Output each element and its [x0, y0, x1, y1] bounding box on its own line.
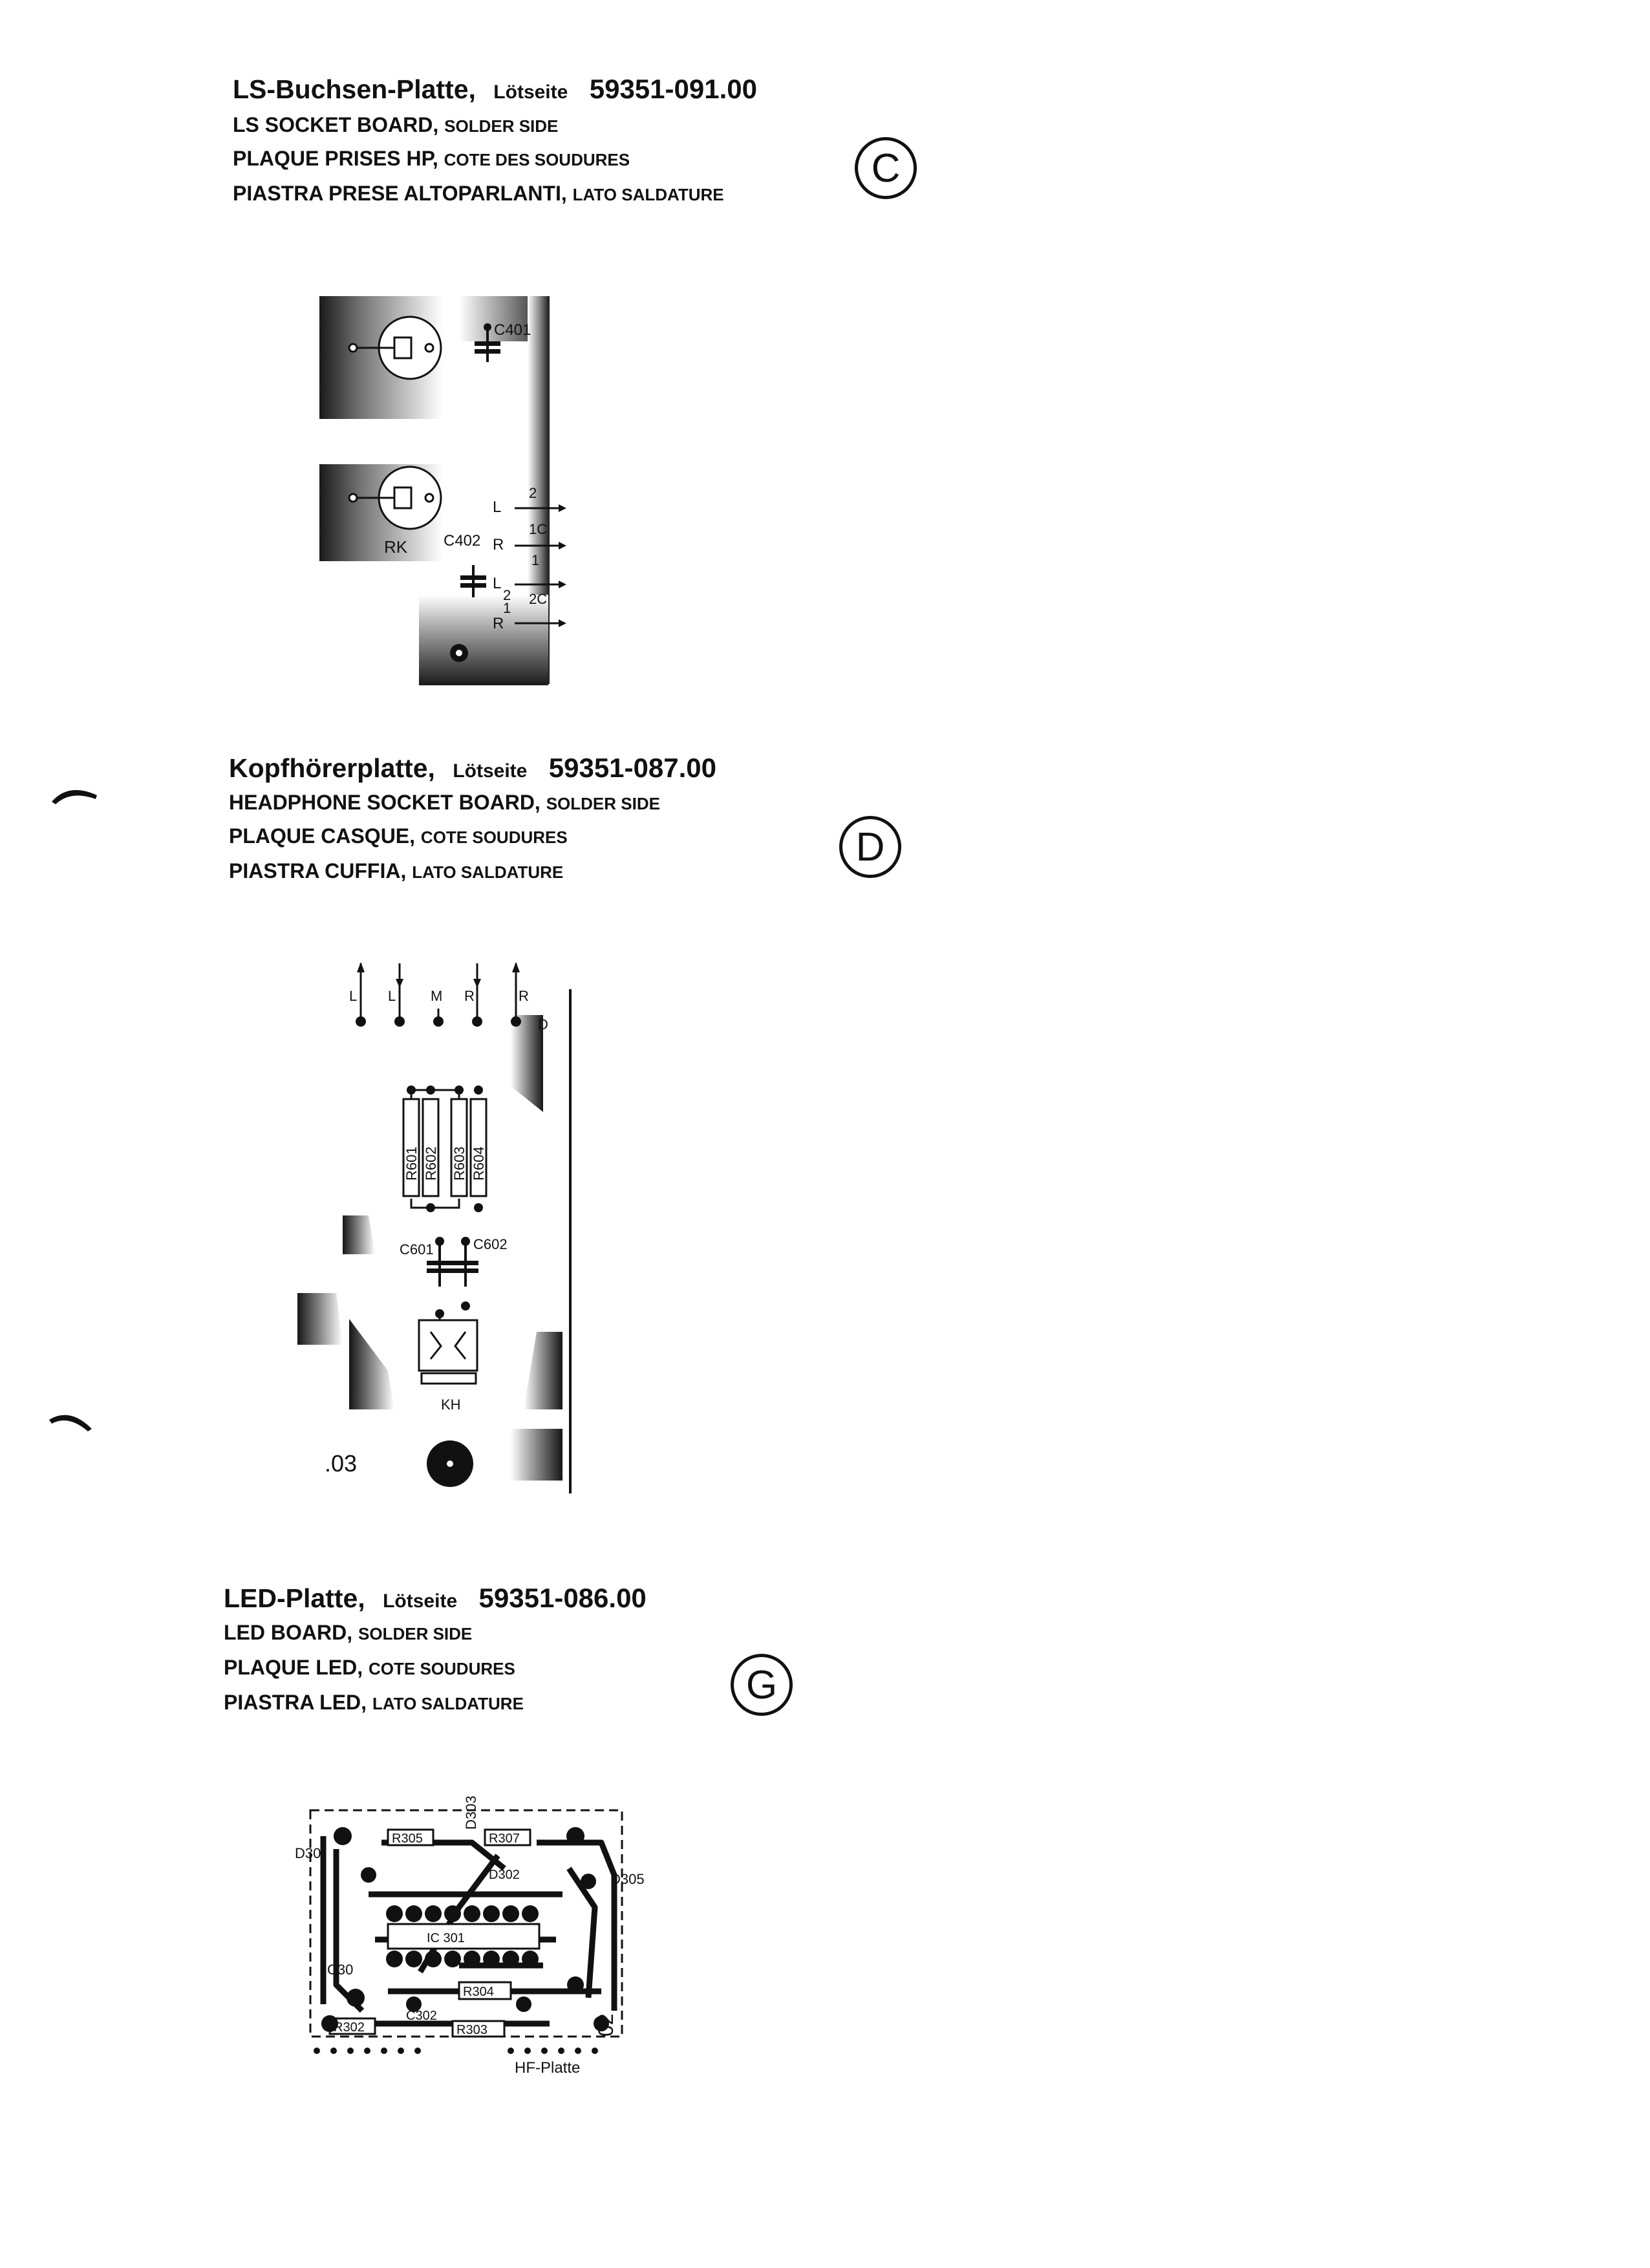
- board-number-label: 02: [594, 2013, 617, 2037]
- subtitle-en: SOLDER SIDE: [546, 794, 660, 813]
- resistor-pad-3: [455, 1086, 464, 1095]
- mounting-hole-inner: [447, 1460, 453, 1467]
- out-l-bot-label: L: [493, 575, 502, 592]
- jack-1-pad: [349, 344, 357, 352]
- headphone-board-drawing: [291, 957, 588, 1500]
- title-en: LS SOCKET BOARD,: [233, 113, 439, 136]
- board-number-label: .03: [325, 1450, 358, 1477]
- section-badge: D: [839, 816, 901, 878]
- out-1c-label: 1C: [529, 521, 548, 537]
- title-it: PIASTRA CUFFIA,: [229, 859, 407, 883]
- title-de: LS-Buchsen-Platte,: [233, 74, 476, 104]
- c301-label: C30: [327, 1962, 354, 1978]
- section-badge: G: [731, 1654, 793, 1716]
- loetseite-label: Lötseite: [493, 81, 568, 103]
- c401-plate-b: [475, 349, 500, 354]
- r604-label: R604: [471, 1146, 487, 1181]
- r303-label: R303: [456, 2023, 488, 2037]
- copper-left-bottom: [349, 1319, 394, 1409]
- copper-right-bottom: [511, 1429, 562, 1481]
- jack-2-pad: [349, 494, 357, 502]
- subtitle-fr: COTE SOUDURES: [420, 828, 568, 847]
- title-line-de: [233, 70, 757, 112]
- out-r-top-label: R: [493, 536, 504, 553]
- c401-pad: [484, 323, 491, 331]
- out-2b-label: 2: [503, 587, 511, 603]
- c302-label: C302: [406, 2009, 437, 2023]
- title-en: LED BOARD,: [224, 1621, 353, 1644]
- title-line-fr: [224, 1650, 515, 1686]
- copper-left-mid: [343, 1215, 375, 1254]
- conn-m-label: M: [431, 988, 443, 1004]
- conn-r1-label: R: [464, 988, 475, 1004]
- title-it: PIASTRA PRESE ALTOPARLANTI,: [233, 182, 567, 205]
- copper-right-low: [524, 1332, 562, 1409]
- capacitor-pair: [427, 1237, 478, 1287]
- subtitle-en: SOLDER SIDE: [358, 1624, 473, 1643]
- out-l-top-arrow: [559, 504, 566, 512]
- conn-r2-label: R: [519, 988, 529, 1004]
- r307-label: R307: [489, 1832, 520, 1846]
- out-r-top-arrow: [559, 542, 566, 550]
- copper-left-low: [297, 1293, 343, 1345]
- out-l-top-label: L: [493, 498, 502, 516]
- ls-socket-board-drawing: [310, 291, 582, 692]
- subtitle-it: LATO SALDATURE: [572, 185, 724, 204]
- loetseite-label: Lötseite: [453, 760, 528, 782]
- d303-label: D303: [463, 1795, 479, 1830]
- subtitle-fr: COTE SOUDURES: [369, 1659, 515, 1678]
- out-1b-label: 1: [503, 600, 511, 616]
- copper-cutout: [319, 420, 475, 453]
- title-line-it: [224, 1685, 524, 1721]
- subtitle-en: SOLDER SIDE: [444, 116, 559, 136]
- c602-label: C602: [473, 1236, 508, 1252]
- r602-label: R602: [423, 1146, 439, 1181]
- resistor-pad-5: [426, 1203, 435, 1212]
- r304-label: R304: [463, 1985, 494, 1999]
- loetseite-label: Lötseite: [383, 1590, 458, 1612]
- c402-plate-a: [460, 575, 486, 580]
- conn-l2-label: L: [388, 988, 396, 1004]
- resistor-pad-6: [474, 1203, 483, 1212]
- jack-2-body: [394, 487, 411, 508]
- out-2a-label: 2: [529, 485, 537, 501]
- c402-label: C402: [444, 532, 481, 550]
- d305-label: D305: [610, 1871, 645, 1887]
- jack-2-pad-2: [425, 494, 433, 502]
- title-it: PIASTRA LED,: [224, 1691, 367, 1714]
- d302-label: D302: [489, 1868, 520, 1882]
- c401-plate-a: [475, 341, 500, 346]
- out-r-bot-label: R: [493, 615, 504, 632]
- part-number: 59351-086.00: [478, 1583, 647, 1613]
- subtitle-it: LATO SALDATURE: [412, 862, 564, 882]
- subtitle-it: LATO SALDATURE: [372, 1694, 524, 1713]
- title-line-it: [233, 176, 724, 212]
- title-line-fr: [233, 141, 630, 177]
- pin-row-bottom: [314, 2048, 598, 2054]
- binder-mark-top: [49, 776, 101, 815]
- ic-label: IC 301: [427, 1931, 465, 1945]
- conn-d-label: D: [538, 1016, 548, 1032]
- d30x-label: D30: [295, 1845, 321, 1861]
- title-de: Kopfhörerplatte,: [229, 753, 435, 783]
- out-l-bot-arrow: [559, 581, 566, 588]
- title-fr: PLAQUE PRISES HP,: [233, 147, 438, 170]
- title-line-en: [224, 1615, 472, 1651]
- led-board-drawing: [291, 1778, 692, 2082]
- ic-pads-top: [386, 1905, 539, 1922]
- subtitle-fr: COTE DES SOUDURES: [444, 150, 630, 169]
- title-line-en: [229, 785, 660, 821]
- copper-area-bottom: [419, 595, 548, 685]
- title-line-en: [233, 107, 558, 144]
- r603-label: R603: [451, 1146, 467, 1181]
- jack-1-body: [394, 337, 411, 358]
- r305-label: R305: [392, 1832, 423, 1846]
- hf-platte-label: HF-Platte: [515, 2059, 581, 2077]
- resistor-pad-2: [426, 1086, 435, 1095]
- binder-mark-bottom: [47, 1402, 98, 1440]
- part-number: 59351-091.00: [589, 74, 757, 104]
- jack-1-pad-2: [425, 344, 433, 352]
- headphone-jack: [419, 1301, 477, 1384]
- mounting-hole-inner: [456, 650, 462, 656]
- part-number: 59351-087.00: [548, 753, 716, 783]
- out-1-label: 1: [531, 552, 540, 568]
- rk-label: RK: [384, 537, 408, 557]
- section-badge: C: [855, 137, 917, 199]
- r302-label: R302: [334, 2020, 365, 2035]
- title-de: LED-Platte,: [224, 1583, 365, 1613]
- title-fr: PLAQUE LED,: [224, 1656, 363, 1679]
- r601-label: R601: [403, 1146, 420, 1181]
- out-2c-label: 2C: [529, 591, 548, 607]
- c601-label: C601: [400, 1241, 434, 1257]
- conn-l1-label: L: [349, 988, 358, 1004]
- title-en: HEADPHONE SOCKET BOARD,: [229, 791, 541, 814]
- c401-label: C401: [494, 321, 531, 339]
- title-line-it: [229, 853, 563, 890]
- kh-label: KH: [441, 1396, 461, 1413]
- out-r-bot-arrow: [559, 619, 566, 627]
- title-line-fr: [229, 818, 568, 855]
- resistor-pad-4: [474, 1086, 483, 1095]
- resistor-pad-1: [407, 1086, 416, 1095]
- c402-plate-b: [460, 583, 486, 588]
- title-fr: PLAQUE CASQUE,: [229, 824, 416, 848]
